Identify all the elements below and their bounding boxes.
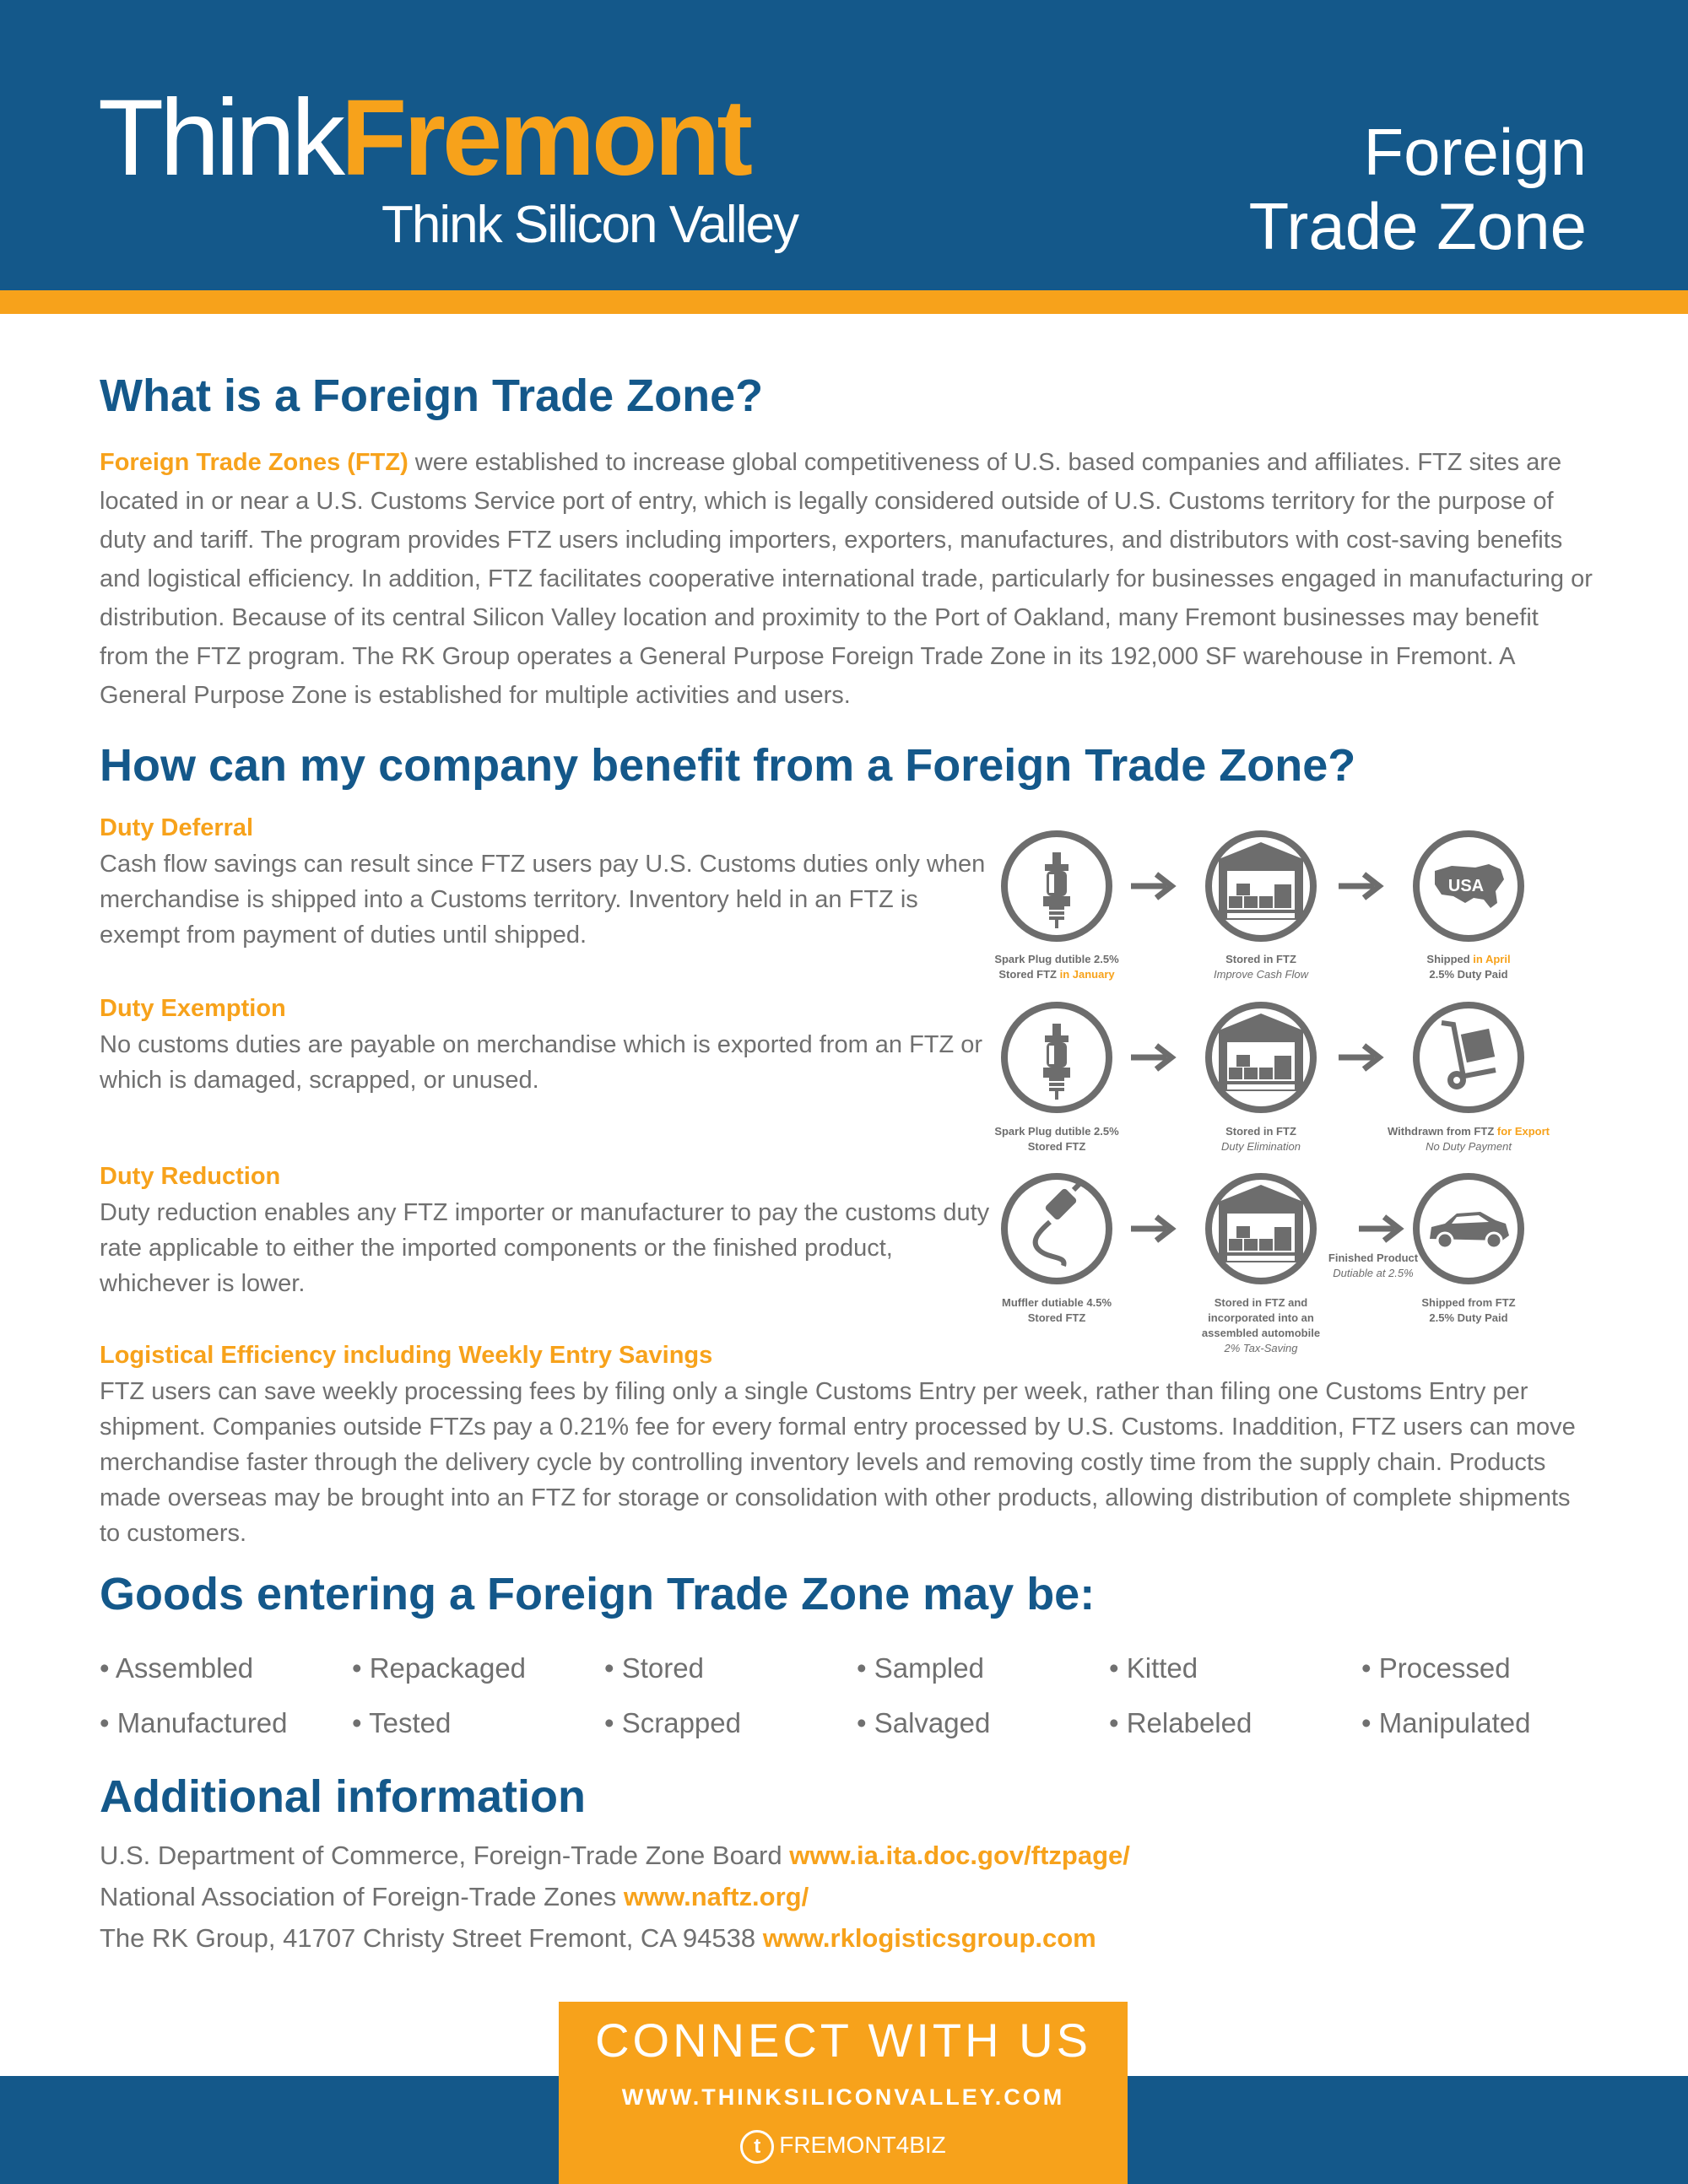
- ftz-process-graphics: [979, 810, 1570, 1359]
- caption-text: Shipped: [1426, 953, 1474, 965]
- caption-line: Stored in FTZ: [1225, 953, 1296, 965]
- caption-line: Spark Plug dutible 2.5%: [994, 953, 1119, 965]
- goods-item: • Stored: [604, 1652, 704, 1684]
- caption-text: Withdrawn from FTZ: [1388, 1125, 1497, 1138]
- info-text: National Association of Foreign-Trade Zones: [100, 1882, 624, 1911]
- link-ftz-board[interactable]: www.ia.ita.doc.gov/ftzpage/: [789, 1841, 1130, 1870]
- caption-row1-shipped: [1384, 952, 1553, 982]
- document-title-line2: Trade Zone: [1248, 189, 1587, 263]
- section-heading-goods: Goods entering a Foreign Trade Zone may be:: [100, 1569, 1096, 1619]
- twitter-handle: FREMONT4BIZ: [779, 2132, 946, 2158]
- duty-deferral-title: Duty Deferral: [100, 814, 254, 841]
- caption-line: Stored in FTZ and: [1214, 1296, 1308, 1309]
- caption-line: 2.5% Duty Paid: [1429, 1311, 1508, 1324]
- goods-item: • Scrapped: [604, 1707, 741, 1738]
- document-title: [1249, 115, 1587, 263]
- caption-line: Muffler dutiable 4.5%: [1001, 1296, 1112, 1309]
- connect-title: CONNECT WITH US: [595, 2014, 1091, 2067]
- goods-item: • Relabeled: [1109, 1707, 1252, 1738]
- ftz-intro-body: were established to increase global competitiveness of U.S. based companies and affiliates. FTZ sites are located in or near a U.S. Customs Service port of entry, which is legally considered outside of U.S. Customs territory for the purpose of duty and tariff. The program provides FTZ users including importers, exporters, manufactures, and distributors with cost-saving benefits and logistical efficiency. In addition, FTZ facilitates cooperative international trade, particularly for businesses engaged in manufacturing or distribution. Because of its central Silicon Valley location and proximity to the Port of Oakland, many Fremont businesses may benefit from the FTZ program. The RK Group operates a General Purpose Foreign Trade Zone in its 192,000 SF warehouse in Fremont. A General Purpose Zone is established for multiple activities and users.: [100, 449, 1593, 709]
- duty-deferral-text: Cash flow savings can result since FTZ users pay U.S. Customs duties only when merchandise is shipped into a Customs territory. Inventory held in an FTZ is exempt from payment of duties until shipped.: [100, 851, 986, 949]
- document-title-line1: Foreign: [1363, 115, 1587, 189]
- caption-row2-stored: [1177, 1124, 1345, 1154]
- info-text: U.S. Department of Commerce, Foreign-Trade Zone Board: [100, 1841, 790, 1870]
- goods-item: • Salvaged: [857, 1707, 991, 1738]
- caption-highlight: for Export: [1496, 1125, 1550, 1138]
- caption-line: [1376, 1124, 1561, 1139]
- logistics-title: Logistical Efficiency including Weekly Entry Savings: [100, 1342, 713, 1369]
- usa-map-label: USA: [1447, 877, 1485, 895]
- logo-fremont: Fremont: [341, 78, 749, 198]
- caption-row2-spark-plug: [972, 1124, 1141, 1154]
- section-heading-additional-info: Additional information: [100, 1771, 586, 1822]
- link-rk-logistics[interactable]: www.rklogisticsgroup.com: [762, 1923, 1096, 1953]
- goods-item: • Tested: [352, 1707, 452, 1738]
- caption-line: incorporated into an: [1208, 1311, 1314, 1324]
- info-text: The RK Group, 41707 Christy Street Fremont, CA 94538: [100, 1923, 763, 1953]
- header-accent-stripe: [0, 290, 1688, 314]
- info-line-naftz: [100, 1884, 809, 1910]
- caption-line: Duty Elimination: [1221, 1140, 1301, 1153]
- ftz-term-highlight: Foreign Trade Zones (FTZ): [100, 449, 408, 476]
- duty-exemption-text: No customs duties are payable on merchandise which is exported from an FTZ or which is damaged, scrapped, or unused.: [100, 1031, 983, 1094]
- caption-line: Stored in FTZ: [1225, 1125, 1296, 1138]
- caption-row2-withdrawn: [1376, 1124, 1561, 1154]
- caption-line: Stored FTZ: [1027, 1140, 1086, 1153]
- caption-line: Finished Product: [1328, 1251, 1419, 1264]
- info-line-rk-group: [100, 1925, 1096, 1951]
- goods-item: • Manipulated: [1361, 1707, 1531, 1738]
- ftz-process-diagram: [979, 810, 1570, 1359]
- logo: [98, 78, 749, 198]
- caption-row1-spark-plug: [972, 952, 1141, 982]
- ftz-intro-paragraph: [100, 443, 1593, 715]
- caption-highlight: in January: [1059, 968, 1115, 981]
- goods-item: • Assembled: [100, 1652, 254, 1684]
- section-heading-what-is-ftz: What is a Foreign Trade Zone?: [100, 370, 764, 421]
- footer-website-link[interactable]: WWW.THINKSILICONVALLEY.COM: [621, 2084, 1065, 2110]
- caption-line: [972, 967, 1141, 982]
- caption-line: Dutiable at 2.5%: [1333, 1267, 1414, 1279]
- caption-row3-shipped: [1384, 1295, 1553, 1326]
- caption-row3-stored: [1177, 1295, 1345, 1356]
- goods-item: • Repackaged: [352, 1652, 527, 1684]
- caption-line: Shipped from FTZ: [1421, 1296, 1516, 1309]
- caption-row1-stored: [1177, 952, 1345, 982]
- caption-line: [1384, 952, 1553, 967]
- caption-line: Stored FTZ: [1027, 1311, 1086, 1324]
- connect-box: [559, 2002, 1128, 2184]
- caption-line: No Duty Payment: [1426, 1140, 1512, 1153]
- duty-reduction-text: Duty reduction enables any FTZ importer or manufacturer to pay the customs duty rate applicable to either the imported components or the finished product, whichever is lower.: [100, 1199, 990, 1297]
- info-line-commerce: [100, 1842, 1130, 1868]
- section-heading-benefits: How can my company benefit from a Foreign Trade Zone?: [100, 740, 1356, 791]
- logistics-text: FTZ users can save weekly processing fees by filing only a single Customs Entry per week, rather than filing one Customs Entry per shipment. Companies outside FTZs pay a 0.21% fee for every formal entry processed by U.S. Customs. Inaddition, FTZ users can move merchandise faster through the delivery cycle by controlling inventory levels and removing costly time from the supply chain. Products made overseas may be brought into an FTZ for storage or consolidation with other products, allowing distribution of complete shipments to customers.: [100, 1378, 1576, 1547]
- goods-item: • Sampled: [857, 1652, 984, 1684]
- twitter-icon: t: [740, 2130, 774, 2164]
- caption-line: Spark Plug dutible 2.5%: [994, 1125, 1119, 1138]
- goods-item: • Manufactured: [100, 1707, 288, 1738]
- link-naftz[interactable]: www.naftz.org/: [623, 1882, 809, 1911]
- caption-line: 2% Tax-Saving: [1224, 1342, 1298, 1354]
- caption-text: Stored FTZ: [998, 968, 1060, 981]
- footer-twitter[interactable]: [559, 2127, 1128, 2164]
- logo-tagline: Think Silicon Valley: [381, 196, 798, 254]
- caption-highlight: in April: [1473, 953, 1511, 965]
- caption-row3-finished-product: [1318, 1251, 1428, 1281]
- caption-line: 2.5% Duty Paid: [1429, 968, 1508, 981]
- goods-item: • Processed: [1361, 1652, 1511, 1684]
- duty-reduction-title: Duty Reduction: [100, 1163, 281, 1190]
- caption-line: assembled automobile: [1201, 1327, 1321, 1339]
- duty-exemption-title: Duty Exemption: [100, 995, 286, 1022]
- logo-think: Think: [98, 78, 341, 198]
- goods-item: • Kitted: [1109, 1652, 1198, 1684]
- caption-line: Improve Cash Flow: [1214, 968, 1308, 981]
- caption-row3-muffler: [972, 1295, 1141, 1326]
